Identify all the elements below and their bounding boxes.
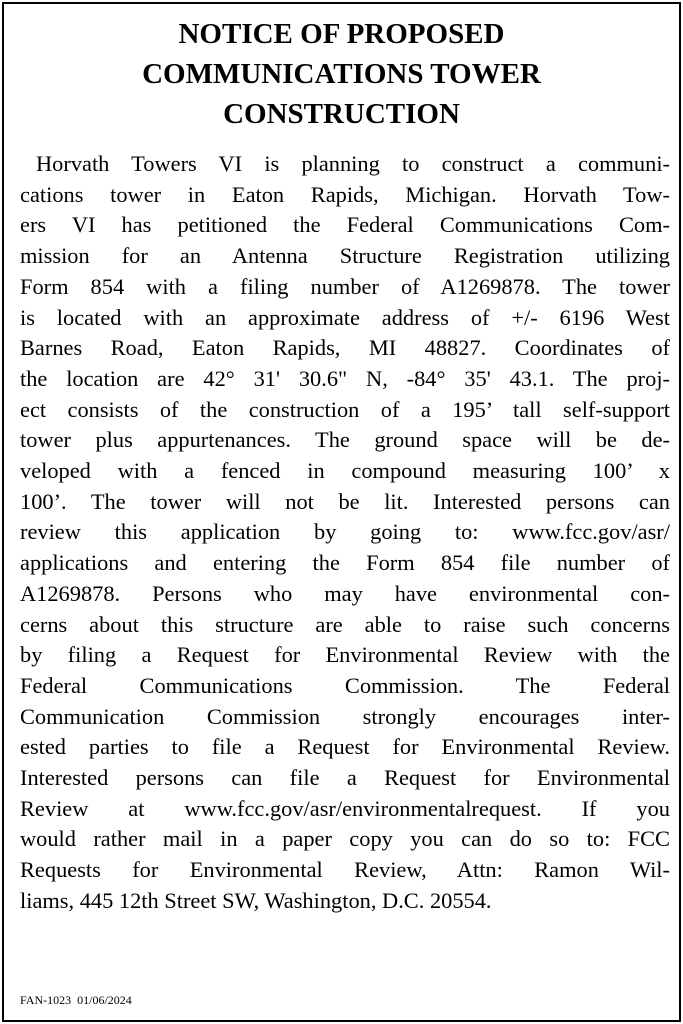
body-line: applications and entering the Form 854 file number of: [20, 550, 670, 576]
body-line: by filing a Request for Environmental Review with the: [20, 642, 670, 668]
body-line: ect consists of the construction of a 195’ tall self-support: [20, 396, 670, 422]
notice-title: [4, 4, 679, 134]
public-notice: [2, 2, 681, 1022]
body-line: A1269878. Persons who may have environmental con-: [20, 580, 670, 606]
body-line: ested parties to file a Request for Environmental Review.: [20, 734, 670, 760]
body-line: liams, 445 12th Street SW, Washington, D.C. 20554.: [20, 887, 492, 913]
body-line: mission for an Antenna Structure Registration utilizing: [20, 243, 670, 269]
body-line: Communication Commission strongly encourages inter-: [20, 703, 670, 729]
body-line: cations tower in Eaton Rapids, Michigan. Horvath Tow-: [20, 181, 670, 207]
body-line: ers VI has petitioned the Federal Communications Com-: [20, 212, 670, 238]
notice-body: [20, 149, 670, 917]
body-line: Barnes Road, Eaton Rapids, MI 48827. Coordinates of: [20, 335, 670, 361]
body-line: tower plus appurtenances. The ground space will be de-: [20, 427, 670, 453]
body-line: Federal Communications Commission. The Federal: [20, 672, 670, 698]
body-line: review this application by going to: www.fcc.gov/asr/: [20, 519, 670, 545]
body-line: cerns about this structure are able to raise such concerns: [20, 611, 670, 637]
body-line: Interested persons can file a Request for Environmental: [20, 765, 670, 791]
body-line: Requests for Environmental Review, Attn: Ramon Wil-: [20, 857, 670, 883]
body-line: would rather mail in a paper copy you can do so to: FCC: [20, 826, 670, 852]
title-line-2: COMMUNICATIONS TOWER: [142, 58, 541, 90]
body-line: is located with an approximate address of +/- 6196 West: [20, 304, 670, 330]
body-line: Horvath Towers VI is planning to construct a communi-: [36, 151, 670, 176]
body-line: Form 854 with a filing number of A1269878. The tower: [20, 273, 670, 299]
body-line: the location are 42° 31' 30.6" N, -84° 35' 43.1. The proj-: [20, 365, 670, 391]
notice-footer-code: FAN-1023 01/06/2024: [20, 993, 132, 1007]
title-line-1: NOTICE OF PROPOSED: [178, 18, 505, 50]
body-line: 100’. The tower will not be lit. Interested persons can: [20, 488, 670, 514]
title-line-3: CONSTRUCTION: [223, 98, 460, 130]
body-line: Review at www.fcc.gov/asr/environmentalrequest. If you: [20, 795, 670, 821]
body-line: veloped with a fenced in compound measuring 100’ x: [20, 458, 670, 484]
